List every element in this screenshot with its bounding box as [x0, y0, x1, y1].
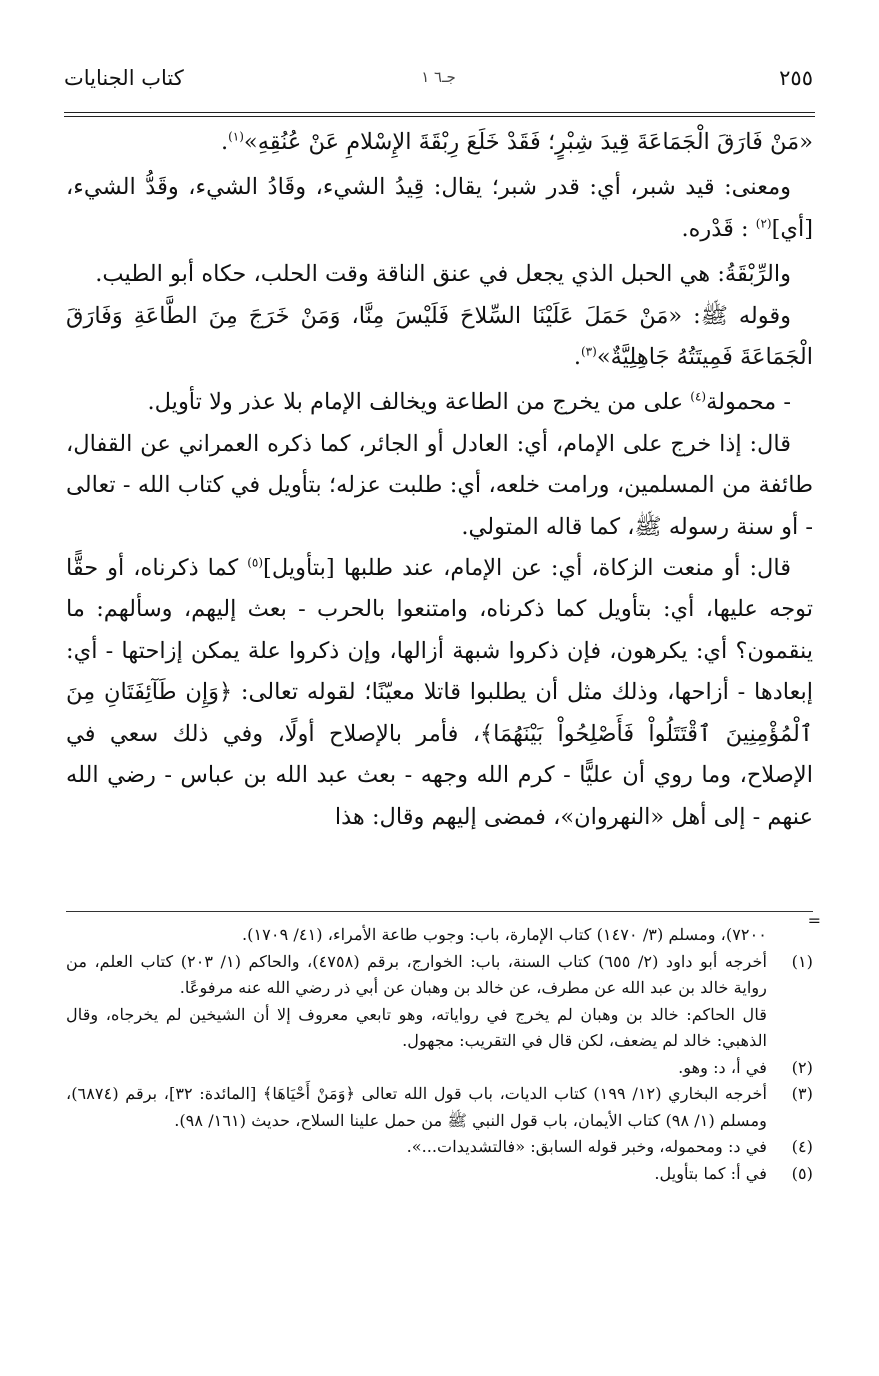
paragraph-ribqa: والرِّبْقَةُ: هي الحبل الذي يجعل في عنق الناقة وقت الحلب، حكاه أبو الطيب.: [95, 261, 791, 288]
paragraph-hadith-1: [66, 122, 813, 163]
zakat-cont: كما ذكرناه، أو حقًّا توجه عليها، أي: بتأويل كما ذكرناه، وامتنعوا بالحرب - بعث إليهم، وسألهم: ما ينقمون؟ أي: يكرهون، فإن ذكروا شبهة أزالها، وإن ذكروا علة يمكن إزاحتها - أي: إبعادها - أزاحها، وذلك مثل أن يطلبوا قاتلا معيّنًا؛ لقوله تعالى: ﴿وَإِن طَآئِفَتَانِ مِنَ ٱلْمُؤْمِنِينَ ٱقْتَتَلُواْ فَأَصْلِحُواْ بَيْنَهُمَا﴾، فأمر بالإصلاح أولًا، وفي ذلك سعي في الإصلاح، وما روي أن عليًّا - كرم الله وجهه - بعث عبد الله بن عباس - رضي الله عنهم - إلى أهل «النهروان»، فمضى إليهم وقال: هذا: [66, 555, 813, 830]
footnote-continuation: [66, 911, 821, 949]
paragraph-zakat: [66, 548, 813, 838]
continuation-mark: =: [807, 911, 821, 930]
volume-marker: جـ٦ ١: [421, 68, 456, 86]
running-header: [64, 66, 813, 100]
paragraph-khuruj: قال: إذا خرج على الإمام، أي: العادل أو الجائر، كما ذكره العمراني عن القفال، طائفة من المسلمين، ورامت خلعه، أي: طلبت عزله؛ بتأويل في كتاب الله - تعالى - أو سنة رسوله ﷺ، كما قاله المتولي.: [66, 430, 813, 540]
punct: .: [573, 344, 581, 371]
book-title: كتاب الجنايات: [64, 66, 184, 90]
footnote-ref-4: (٤): [690, 389, 707, 404]
footnote-5-text: في أ: كما بتأويل.: [654, 1163, 767, 1183]
paragraph-mahmula: [66, 382, 813, 423]
footnote-5: [66, 1161, 813, 1188]
footnote-3-text: أخرجه البخاري (١٢/ ١٩٩) كتاب الديات، باب قول الله تعالى ﴿وَمَنْ أَحْيَاهَا﴾ [المائدة: ٣٢]، برقم (٦٨٧٤)، ومسلم (١/ ٩٨) كتاب الأيمان، باب قول النبي ﷺ من حمل علينا السلاح، حديث (١٦١/ ٩٨).: [66, 1084, 767, 1130]
footnote-ref-3: (٣): [580, 344, 597, 359]
mahmula-end: على من يخرج من الطاعة ويخالف الإمام بلا عذر ولا تأويل.: [147, 389, 691, 416]
footnote-2: [66, 1055, 813, 1082]
hadith-text: «مَنْ فَارَقَ الْجَمَاعَةَ قِيدَ شِبْرٍ؛ فَقَدْ خَلَعَ رِبْقَةَ الإِسْلامِ عَنْ عُنُقِهِ»: [243, 129, 813, 155]
footnote-1-number: (١): [791, 951, 813, 971]
footnote-ref-2: (٢): [755, 216, 772, 231]
footnote-2-number: (٢): [791, 1057, 813, 1077]
footnote-ref-1: (١): [228, 129, 244, 144]
footnote-4: [66, 1134, 813, 1161]
meaning-text: ومعنى: قيد شبر، أي: قدر شبر؛ يقال: قِيدُ الشيء، وقَادُ الشيء، وقَدُّ الشيء، [أي]: [66, 174, 813, 242]
header-rule-bottom: [64, 116, 815, 117]
header-rule-top: [64, 112, 815, 113]
meaning-end: : قَدْره.: [681, 215, 756, 242]
paragraph-meaning: [66, 167, 813, 250]
footnote-separator: [66, 911, 813, 912]
footnotes: [66, 911, 821, 1187]
footnote-ref-5: (٥): [247, 555, 264, 570]
footnote-3: [66, 1081, 813, 1134]
zakat-text: قال: أو منعت الزكاة، أي: عن الإمام، عند طلبها [بتأويل]: [263, 555, 791, 582]
footnote-1-comment: [66, 1002, 813, 1055]
punct: .: [220, 129, 229, 155]
main-text: [66, 122, 813, 838]
page-number: ٢٥٥: [779, 66, 813, 90]
footnote-1-comment-text: قال الحاكم: خالد بن وهبان لم يخرج في رواياته، وهو تابعي معروف إلا أن الشيخين لم يخرجاه، وقال الذهبي: خالد لم يضعف، لكن قال في التقريب: مجهول.: [66, 1004, 767, 1050]
footnote-4-text: في د: ومحموله، وخبر قوله السابق: «فالتشديدات...».: [406, 1137, 767, 1156]
paragraph-hadith-2: [66, 296, 813, 379]
hadith-2-text: وقوله ﷺ: «مَنْ حَمَلَ عَلَيْنَا السِّلاحَ فَلَيْسَ مِنَّا، وَمَنْ خَرَجَ مِنَ الطَّاعَةِ وَفَارَقَ الْجَمَاعَةَ فَمِيتَتُهُ جَاهِلِيَّةٌ»: [66, 302, 813, 371]
footnote-cont-text: ٧٢٠٠)، ومسلم (٣/ ١٤٧٠) كتاب الإمارة، باب: وجوب طاعة الأمراء، (٤١/ ١٧٠٩).: [242, 925, 767, 944]
footnote-2-text: في أ، د: وهو.: [678, 1057, 767, 1077]
footnote-1-text: أخرجه أبو داود (٢/ ٦٥٥) كتاب السنة، باب: الخوارج، برقم (٤٧٥٨)، والحاكم (١/ ٢٠٣) كتاب العلم، من رواية خالد بن عبد الله عن مطرف، عن خالد بن وهبان عن أبي ذر رضي الله عنه مرفوعًا.: [66, 951, 767, 997]
footnote-3-number: (٣): [791, 1084, 813, 1103]
footnote-5-number: (٥): [791, 1163, 813, 1183]
footnote-4-number: (٤): [791, 1137, 813, 1156]
footnote-1: [66, 949, 813, 1002]
mahmula-text: - محمولة: [706, 389, 791, 416]
